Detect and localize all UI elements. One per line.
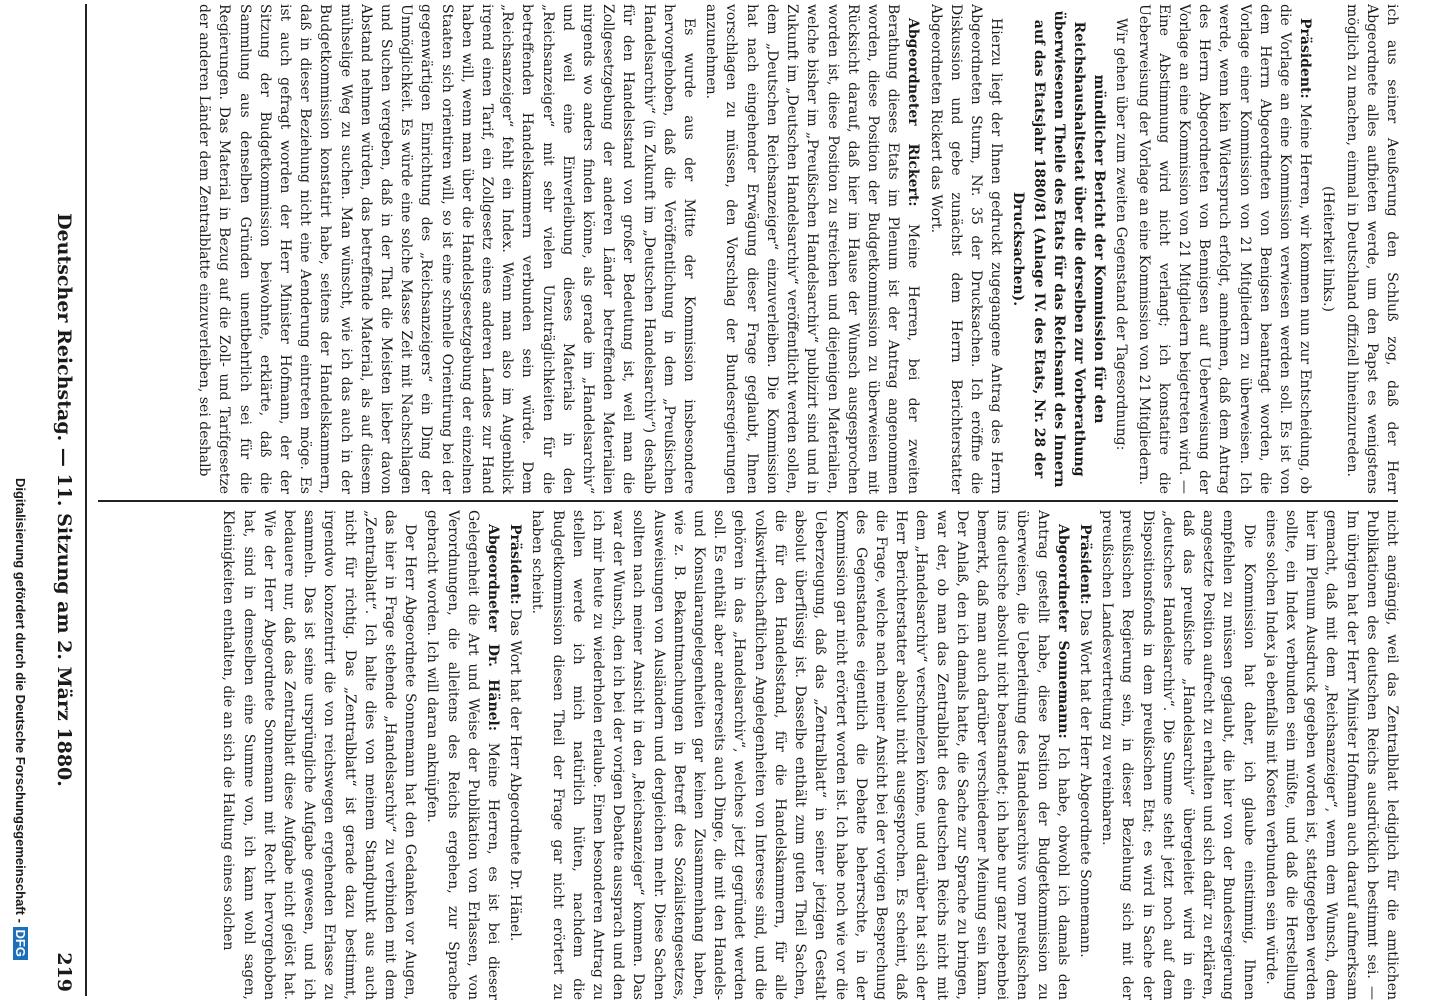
paragraph [422,510,503,1000]
paragraph [1075,510,1095,1000]
paragraph [1133,4,1315,494]
speaker-label: Präsident: [1076,524,1093,605]
paragraph: Wir gehen über zum zweiten Gegenstand der Tagesordnung: [1113,18,1130,451]
paragraph: Es wurde aus der Mitte der Kommission insbesondere hervorgehoben, daß die Veröffentlichung in dem „Preußischen Handelsarchiv“ (in Zukunft im „Deutschen Handelsarchiv“) deshalb für den Handelsstand von großer Bedeutung ist, weil man die Zollgesetzgebung der anderen Länder betreffenden Materialien nirgends wo anders finden könne, als gerade im „Handelsarchiv“ und weil eine Einverleibung dieses Materials in den „Reichsanzeiger“ mit sehr vielen Unzuträglichkeiten für die betreffenden Handelskammern verbunden sein würde. Dem „Reichsanzeiger“ fehlt ein Index. Wenn man also im Augenblick irgend einen Tarif, ein Zollgesetz eines anderen Landes zur Hand haben will, wenn man über die Handelsgesetzgebung der einzelnen Staaten sich orientiren will, so ist eine schnelle Orientirung bei der gegenwärtigen Einrichtung des „Reichsanzeigers“ ein Ding der Unmöglichkeit. Es würde eine solche Masse Zeit mit Nachschlagen und Suchen vergeben, daß in der That die Meisten lieber davon Abstand nehmen würden, das betreffende Material, als auf diesem mühselige Weg zu suchen. Man wünscht, wie ich das auch in der Budgetkommission konstatirt habe, seitens der Handelskammern, daß in dieser Beziehung nicht eine Aenderung eintreten möge. Es ist auch gefragt worden der Herr Minister Hofmann, der der Sitzung der Budgetkommission beiwohnte, erklärte, daß die Sammlung aus denselben Gründen unentbehrlich sei für die Regierungen. Das Material in Bezug auf die Zoll- und Tarifgesetze der anderen Länder dem Zentralblatte einzuverleiben, sei deshalb [196,4,698,494]
digitization-credit [13,4,28,960]
paragraph: nicht angängig, weil das Zentralblatt lediglich für die amtlichen Publikationen des deutschen Reichs ausdrücklich bestimmt sei. — Im übrigen hat der Herr Minister Hofmann auch darauf aufmerksam gemacht, daß mit dem „Reichsanzeiger“, wenn dem Wunsch, dem hier im Plenum Ausdruck gegeben worden ist, stattgegeben werden sollte, ein Index verbunden sein müßte, und daß die Herstellung eines solchen Index ja ebenfalls mit Kosten verbunden sein würde. [1262,510,1400,1000]
speech-text: Meine Herren, wir kommen nun zur Entscheidung, ob die Vorlage an eine Kommission verwiesen werden soll. Es ist von dem Herrn Abgeordneten von Benigsen beantragt worden, die Vorlage einer Kommission von 21 Mitgliedern zu überweisen. Ich werde, wenn kein Widerspruch erfolgt, annehmen, daß dem Antrag des Herrn Abgeordneten von Bennigsen auf Ueberweisung der Vorlage an eine Kommission von 21 Mitgliedern beigetreten wird. — Eine Abstimmung wird nicht verlangt; ich konstatire die Ueberweisung der Vorlage an eine Kommission von 21 Mitgliedern. [1135,4,1314,494]
dfg-logo: DFG [13,927,28,960]
column-divider [98,500,1398,502]
running-title: Deutscher Reichstag. — 11. Sitzung am 2. März 1880. [53,213,75,787]
page-header [48,8,80,992]
paragraph: Der Herr Abgeordnete Sonnemann hat den Gedanken vor Augen, das hier in Frage stehende „Handelsarchiv“ zu verbinden mit dem „Zentralblatt“. Ich halte dies von meinem Standpunkt aus auch nicht für richtig. Das „Zentralblatt“ ist gerade dazu bestimmt, irgendwo konzentrirt die von reichswegen ergehenden Erlasse zu sammeln. Das ist seine ursprüngliche Aufgabe gewesen, und ich bedauere nur, daß das Zentralblatt diese Aufgabe nicht gelöst hat. Wie der Herr Abgeordnete Sonnemann mit Recht hervorgehoben hat, sind in demselben eine Summe von, ich kann wohl sagen, Kleinigkeiten enthalten, die an sich die Haltung eines solchen [220,510,419,1000]
speech-text: Ich habe, obwohl ich damals den Antrag gestellt habe, diese Position der Budgetkommission zu überweisen, die Ueberleitung des Handelsarchivs vom preußischen ins deutsche absolut nicht beanstandet; ich habe nur ganz nebenbei bemerkt, daß man auch darüber verschiedener Meinung sein kann. Der Anlaß, den ich damals hatte, die Sache zur Sprache zu bringen, war der, ob man das Zentralblatt des deutschen Reichs nicht mit dem „Handelsarchiv“ verschmelzen könne, und darüber hat sich der Herr Berichterstatter absolut nicht ausgesprochen. Es scheint, daß die Frage, welche nach meiner Ansicht bei der vorigen Besprechung des Gegenstandes eigentlich die Debatte beherrschte, in der Kommission gar nicht erörtert worden ist. Ich habe noch wie vor die Ueberzeugung, daß das „Zentralblatt“ in seiner jetzigen Gestalt absolut überflüssig ist. Dasselbe enthält zum guten Theil Sachen, die für den Handelsstand, für die Handelskammern, für alle volkswirthschaftlichen Angelegenheiten von Interesse sind, und die gehören in das „Handelsarchiv“, welches jetzt gegründet werden soll. Es enthält aber andererseits auch Dinge, die mit den Handels- und Konsularangelegenheiten gar keinen Zusammenhang haben, wie z. B. Bekanntmachungen in Betreff des Sozialistengesetzes, Ausweisungen von Ausländern und dergleichen mehr. Diese Sachen sollten nach meiner Ansicht in den „Reichsanzeiger“ kommen. Das war der Wunsch, den ich bei der vorigen Debatte aussprach und den ich mir heute zu wiederholen erlaube. Einen besonderen Antrag zu stellen werde ich mich natürlich hüten, nachdem die Budgetkommission diesen Theil der Frage gar nicht erörtert zu haben scheint. [529,510,1071,1000]
speech-text: Meine Herren, bei der zweiten Berathung dieses Etats im Plenum ist der Antrag angenommen worden, diese Position der Budgetkommission zu überweisen mit Rücksicht darauf, daß hier im Hause der Wunsch ausgesprochen worden ist, diese Position zu streichen und diejenigen Materialien, welche bisher im „Preußischen Handelsarchiv“ publizirt sind und in Zukunft im „Deutschen Handelsarchiv“ veröffentlicht werden sollen, dem „Deutschen Reichsanzeiger“ einzuverleiben. Die Kommission hat nach eingehender Erwägung dieser Frage geglaubt, Ihnen vorschlagen zu müssen, den Vorschlag der Bundesregierungen anzunehmen. [703,4,922,494]
paragraph [527,510,1072,1000]
paragraph: Hierzu liegt der Ihnen gedruckt zugegangene Antrag des Herrn Abgeordneten Sturm, Nr. 35 der Drucksachen. Ich eröffne die Diskussion und gebe zunächst dem Herrn Berichterstatter Abgeordneten Rickert das Wort. [927,4,1005,494]
agenda-item: mündlicher Bericht der Kommission für den Reichshaushaltsetat über die derselben zur Vorberathung überwiesenen Theile des Etats für das Reichsamt des Innern auf das Etatsjahr 1880/81 (Anlage IV. des Etats, Nr. 28 der Drucksachen). [1010,10,1108,488]
page-number: 219 [53,952,75,992]
paragraph [701,4,923,494]
speaker-label: Präsident: [1297,18,1314,99]
speech-text: Das Wort hat der Herr Abgeordnete Sonnemann. [1076,609,1093,958]
speaker-label: Abgeordneter Dr. Hänel: [485,524,502,732]
right-column [94,510,1402,1000]
speaker-label: Präsident: [507,524,524,605]
left-column [94,4,1402,494]
speech-text: Das Wort hat der Herr Abgeordnete Dr. Hänel. [507,609,524,942]
speaker-label: Abgeordneter Sonnemann: [1054,524,1071,739]
paragraph: ich aus seiner Aeußerung den Schluß zog, daß der Herr Abgeordnete alles aufbieten werde, um den Papst es wenigstens möglich zu machen, einmal in Deutschland offiziell hineinzureden. [1343,4,1400,494]
speaker-label: Abgeordneter Rickert: [905,18,922,207]
paragraph: Die Kommission hat daher, ich glaube einstimmig, Ihnen empfehlen zu müssen geglaubt, die hier von der Bundesregierung angesetzte Position aufrecht zu erhalten und sich dafür zu erklären, daß das preußische „Handelsarchiv“ übergeleitet wird in ein „deutsches Handelsarchiv“. Die Summe steht jetzt noch auf dem Dispositionsfonds in dem preußischen Etat; es wird in Sache der preußischen Regierung sein, in dieser Beziehung sich mit der preußischen Landesvertretung zu vereinbaren. [1099,510,1257,1000]
header-rule [85,4,87,996]
speech-text: Meine Herren, es ist bei dieser Gelegenheit die Art und Weise der Publikation von Erlassen, von Verordnungen, die alleitens des Reichs ergehen, zur Sprache gebracht worden. Ich will daran anknüpfen. [424,510,502,1000]
interjection: (Heiterkeit links.) [1320,186,1337,312]
credit-text: Digitalisierung gefördert durch die Deutsche Forschungsgemeinschaft - [13,477,28,923]
paragraph [505,510,525,1000]
